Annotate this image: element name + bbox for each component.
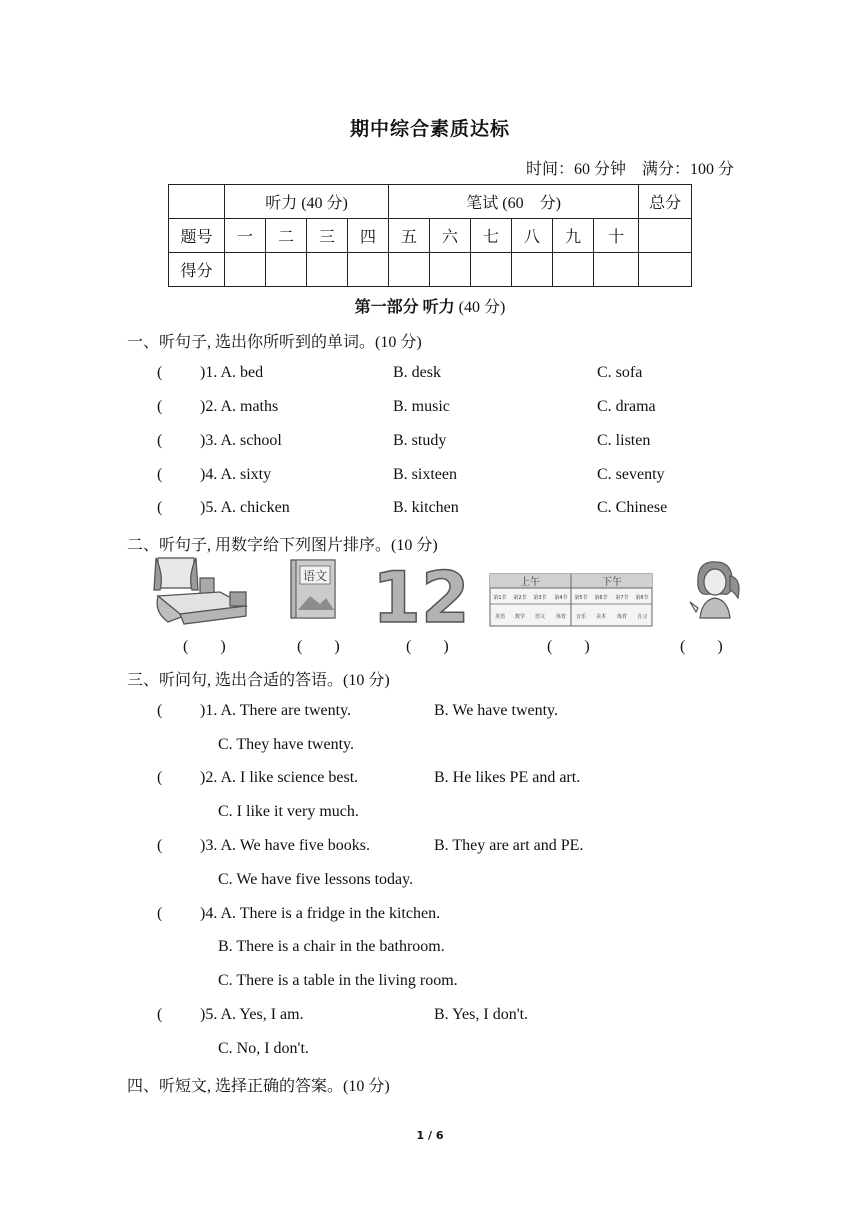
question-number: 七 [471, 219, 512, 253]
question-number: 二 [266, 219, 307, 253]
timetable-morning: 上午 [520, 577, 540, 588]
answer-paren[interactable]: ( [157, 837, 163, 854]
timetable-period: 第7节 [615, 595, 629, 601]
question-option-b: B. kitchen [393, 499, 459, 516]
answer-paren[interactable]: ( [157, 769, 163, 786]
question-option-a: )1. A. bed [200, 364, 264, 381]
question-option-a: )5. A. chicken [200, 499, 290, 516]
score-cell[interactable] [594, 253, 639, 287]
answer-paren[interactable]: ( [157, 905, 163, 922]
question-number: 三 [307, 219, 348, 253]
question-option-b: B. music [393, 398, 450, 415]
picture-row [150, 556, 740, 628]
question-number: 八 [512, 219, 553, 253]
score-cell[interactable] [430, 253, 471, 287]
exam-meta: 时间：60 分钟 满分：100 分 [525, 161, 734, 178]
question-option-c: C. There is a table in the living room. [218, 972, 458, 989]
picture-order-paren[interactable]: ( ) [547, 638, 590, 655]
question-option-c: C. No, I don't. [218, 1040, 309, 1057]
question-option-a: )4. A. There is a fridge in the kitchen. [200, 905, 441, 922]
question-number: 十 [594, 219, 639, 253]
answer-paren[interactable]: ( [157, 499, 163, 516]
question-number: 六 [430, 219, 471, 253]
page-number: 1 / 6 [416, 1129, 444, 1142]
timetable-period: 第2节 [513, 595, 527, 601]
score-cell[interactable] [471, 253, 512, 287]
question-option-a: )2. A. I like science best. [200, 769, 359, 786]
score-cell[interactable] [389, 253, 430, 287]
question-option-b: B. sixteen [393, 466, 457, 483]
part-one-title: 第一部分 听力 [354, 299, 455, 316]
timetable-subject: 体育 [616, 614, 628, 620]
score-cell[interactable] [348, 253, 389, 287]
score-label: 得分 [169, 253, 225, 287]
answer-paren[interactable]: ( [157, 432, 163, 449]
timetable-subject: 体育 [555, 614, 567, 620]
answer-paren[interactable]: ( [157, 1006, 163, 1023]
timetable-period: 第5节 [574, 595, 588, 601]
timetable-picture [490, 574, 652, 626]
question-option-c: C. Chinese [597, 499, 668, 516]
picture-order-paren[interactable]: ( ) [297, 638, 340, 655]
question-option-a: )3. A. We have five books. [200, 837, 370, 854]
timetable-afternoon: 下午 [602, 577, 622, 588]
score-cell[interactable] [266, 253, 307, 287]
listening-header: 听力 (40 分) [225, 185, 389, 219]
question-number: 四 [348, 219, 389, 253]
section-one-title: 一、听句子, 选出你所听到的单词。(10 分) [127, 334, 422, 351]
answer-paren[interactable]: ( [157, 398, 163, 415]
question-option-a: )1. A. There are twenty. [200, 702, 352, 719]
timetable-subject: 音乐 [575, 614, 587, 620]
question-number: 一 [225, 219, 266, 253]
number-twelve-picture: 12 [372, 557, 470, 628]
book-label: 语文 [302, 569, 328, 583]
score-cell[interactable] [553, 253, 594, 287]
question-option-b: B. study [393, 432, 447, 449]
timetable-subject: 数学 [514, 614, 526, 620]
question-option-b: B. He likes PE and art. [434, 769, 581, 786]
picture-order-paren[interactable]: ( ) [406, 638, 449, 655]
page-title: 期中综合素质达标 [349, 118, 510, 140]
score-cell[interactable] [307, 253, 348, 287]
timetable-subject: 美术 [595, 614, 607, 620]
section-three-title: 三、听问句, 选出合适的答语。(10 分) [127, 672, 390, 689]
question-option-a: )2. A. maths [200, 398, 279, 415]
question-number-label: 题号 [169, 219, 225, 253]
question-option-c: C. We have five lessons today. [218, 871, 414, 888]
picture-order-paren[interactable]: ( ) [680, 638, 723, 655]
question-option-a: )5. A. Yes, I am. [200, 1006, 304, 1023]
picture-order-paren[interactable]: ( ) [183, 638, 226, 655]
question-option-b: B. They are art and PE. [434, 837, 584, 854]
question-option-b: B. There is a chair in the bathroom. [218, 938, 445, 955]
question-option-b: B. desk [393, 364, 441, 381]
question-number: 五 [389, 219, 430, 253]
question-option-a: )4. A. sixty [200, 466, 272, 483]
timetable-subject: 自习 [636, 614, 648, 620]
question-option-c: C. sofa [597, 364, 643, 381]
timetable-subject: 语文 [534, 614, 546, 620]
part-one-points: (40 分) [458, 299, 506, 316]
question-option-b: B. We have twenty. [434, 702, 559, 719]
section-four-title: 四、听短文, 选择正确的答案。(10 分) [127, 1078, 390, 1095]
writing-header: 笔试 (60 分) [389, 185, 639, 219]
score-table [168, 184, 692, 287]
question-option-c: C. I like it very much. [218, 803, 359, 820]
answer-paren[interactable]: ( [157, 466, 163, 483]
section-two-title: 二、听句子, 用数字给下列图片排序。(10 分) [127, 537, 438, 554]
bedroom-picture [154, 558, 246, 624]
part-one-heading [0, 294, 860, 317]
timetable-period: 第1节 [493, 595, 507, 601]
question-number: 九 [553, 219, 594, 253]
girl-picture [690, 562, 739, 618]
score-table-corner [169, 185, 225, 219]
question-option-c: C. seventy [597, 466, 665, 483]
question-option-c: C. drama [597, 398, 656, 415]
score-cell[interactable] [512, 253, 553, 287]
timetable-period: 第8节 [635, 595, 649, 601]
timetable-subject: 英语 [494, 614, 506, 620]
total-score-cell[interactable] [639, 253, 692, 287]
score-cell[interactable] [225, 253, 266, 287]
question-option-b: B. Yes, I don't. [434, 1006, 529, 1023]
question-option-c: C. They have twenty. [218, 736, 354, 753]
answer-paren[interactable]: ( [157, 702, 163, 719]
timetable-period: 第3节 [533, 595, 547, 601]
timetable-period: 第4节 [554, 595, 568, 601]
answer-paren[interactable]: ( [157, 364, 163, 381]
timetable-period: 第6节 [594, 595, 608, 601]
total-header: 总分 [639, 185, 692, 219]
question-option-c: C. listen [597, 432, 651, 449]
total-blank [639, 219, 692, 253]
question-option-a: )3. A. school [200, 432, 282, 449]
